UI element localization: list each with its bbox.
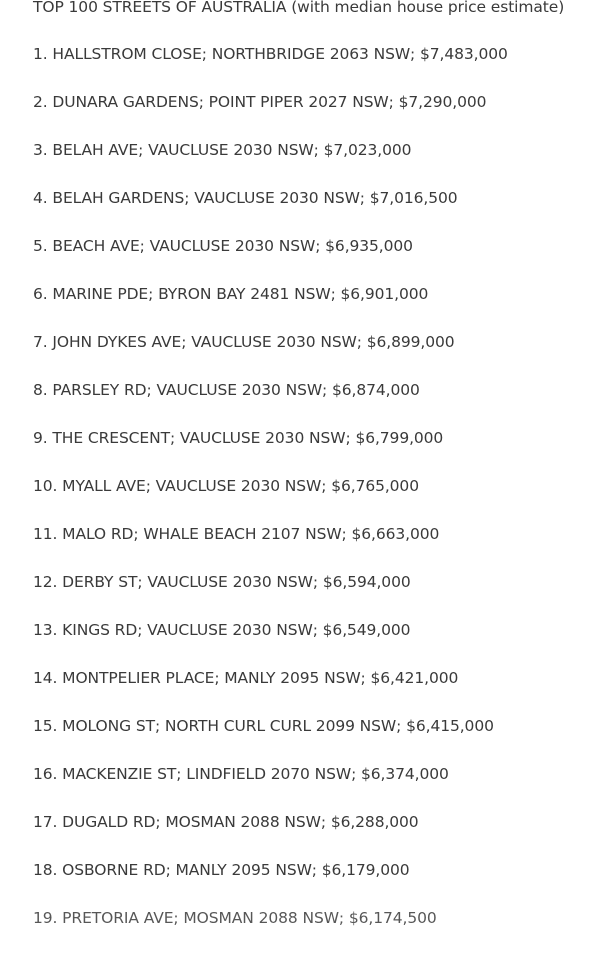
- list-item: 1. HALLSTROM CLOSE; NORTHBRIDGE 2063 NSW; $7,483,000: [33, 45, 508, 63]
- list-item: 12. DERBY ST; VAUCLUSE 2030 NSW; $6,594,000: [33, 573, 411, 591]
- list-item: 19. PRETORIA AVE; MOSMAN 2088 NSW; $6,174,500: [33, 909, 437, 927]
- list-item: 2. DUNARA GARDENS; POINT PIPER 2027 NSW; $7,290,000: [33, 93, 487, 111]
- list-item: 4. BELAH GARDENS; VAUCLUSE 2030 NSW; $7,016,500: [33, 189, 458, 207]
- list-item: 7. JOHN DYKES AVE; VAUCLUSE 2030 NSW; $6,899,000: [33, 333, 455, 351]
- list-item: 15. MOLONG ST; NORTH CURL CURL 2099 NSW; $6,415,000: [33, 717, 494, 735]
- list-item: 5. BEACH AVE; VAUCLUSE 2030 NSW; $6,935,000: [33, 237, 413, 255]
- list-heading: TOP 100 STREETS OF AUSTRALIA (with median house price estimate): [33, 0, 565, 16]
- list-item: 18. OSBORNE RD; MANLY 2095 NSW; $6,179,000: [33, 861, 410, 879]
- list-item: 11. MALO RD; WHALE BEACH 2107 NSW; $6,663,000: [33, 525, 440, 543]
- list-item: 10. MYALL AVE; VAUCLUSE 2030 NSW; $6,765,000: [33, 477, 419, 495]
- list-item: 13. KINGS RD; VAUCLUSE 2030 NSW; $6,549,000: [33, 621, 411, 639]
- list-item: 9. THE CRESCENT; VAUCLUSE 2030 NSW; $6,799,000: [33, 429, 444, 447]
- list-item: 8. PARSLEY RD; VAUCLUSE 2030 NSW; $6,874,000: [33, 381, 420, 399]
- list-item: 14. MONTPELIER PLACE; MANLY 2095 NSW; $6,421,000: [33, 669, 459, 687]
- list-item: 17. DUGALD RD; MOSMAN 2088 NSW; $6,288,000: [33, 813, 419, 831]
- list-item: 3. BELAH AVE; VAUCLUSE 2030 NSW; $7,023,000: [33, 141, 412, 159]
- streets-list: [33, 43, 508, 955]
- list-item: 16. MACKENZIE ST; LINDFIELD 2070 NSW; $6,374,000: [33, 765, 449, 783]
- list-item: 6. MARINE PDE; BYRON BAY 2481 NSW; $6,901,000: [33, 285, 429, 303]
